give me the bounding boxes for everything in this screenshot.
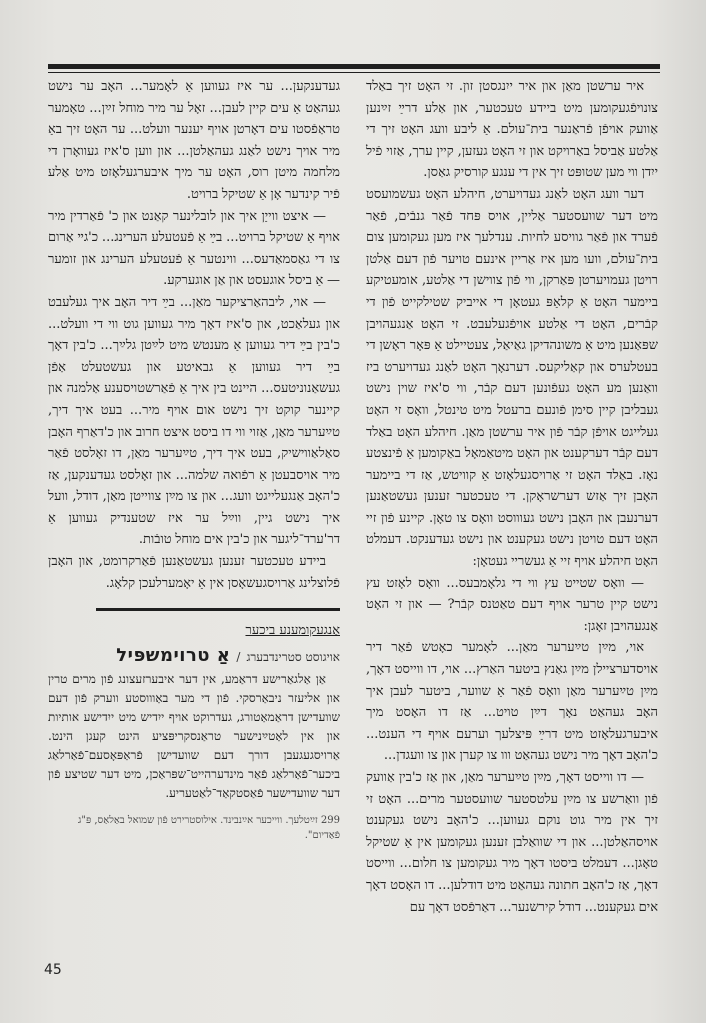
book-review: [48, 670, 340, 803]
right-column: [366, 76, 658, 918]
left-column: [48, 76, 340, 843]
book-byline: [48, 645, 340, 666]
header-rule-thick: [48, 64, 660, 69]
paragraph: דער וועג האָט לאַנג געדויערט, חיהלע האָט געשמועסט מיט דער שוועסטער אַליין, אויס פּחד פֿאַר גנבֿים, פֿאַר פֿערד און פֿאַר גוויסע לחיות. ענדלעך איז מען געקומען צום בית־עולם, וועו מען איז אַריין אינעם טויער פֿון דעם אַלטן רויטן געמויערטן פּאַרקן, ווי פֿון צווישן די אַלטע, אומעטיקע ביימער האָט אַ קלאַפּ געטאָן די אייביק שטילקייט פֿון די קבֿרים, האָט די אַלטע אויפֿגעלעבט. זי האָט אַנגעהויבן שפּאַנען מיט אַ משונהדיקן גאַיאַל, צעטיילט אַ פּאָר ראָשן די בעטלערס און קאַליקעס. דערנאָך האָט לאַנג געדויערט ביז וואַנען מע האָט געפֿונען דעם קבֿר, ווי ס'איז שוין נישט געבליבן קיין סימן פֿונעם ברעטל מיט טינטל, וואָס זי האָט געלייגט אויפֿן קבֿר פֿון איר ערשטן מאַן. חיהלע האָט באַלד דעם קבֿר דערקענט און האָט מיטאַמאָל באַקומען אַ פֿינצטע נאָז. באַלד האָט זי אַרויסגעלאָזט אַ קוויטש, אַז די ביימער האָבן זיך אַזש דערשראָקן. די טעכטער זענען געשטאַנען דערנעבן און האָבן נישט געוווסט וואָס צו טאָן. קיינע פֿון זיי האָט דעם טויטן נישט געקענט און נישט געדענקט. דעמלט האָט חיהלע אויף זיי אַ געשריי געטאָן:: [366, 186, 658, 570]
paragraph: — דו ווייסט דאָך, מײַן טײַערער מאַן, און אַז כ'בין אַוועק פֿון וואַרשע צו מײַן עלטסטער שוועסטער מרים... האָט זי זיך אין מיר גוט נוקם געווען... כ'האָב נישט געקענט אויסהאַלטן... און די שוואַלבן זענען געקומען אין אַ שטיקל טאָגן... דעמלט ביסטו דאָך מיר געקומען צו חלום... ווייסט דאָך, אַז כ'האָב חתונה געהאַט מיט דודלען... דו האָסט דאָך אים געקענט... דודל קירשנער... דאַרפֿסט דאָך עם: [366, 770, 658, 915]
paragraph: אוי, מײַן טײַערער מאַן... לאָמער כאָטש פֿאַר דיר אויסדערציילן מײַן גאַנץ ביטער האַרץ... אוי, דו ווייסט דאָך, מײַן טײַערער מאַן וואָס פֿאַר אַ שווער, ביטער לעבן איך האָב געהאַט נאָך דײַן טויט... אַז דו האָסט מיך איבערגעלאָזט מיט דרײַ פּיצלעך וערעם אויף די הענט... כ'האָב דאָך מיר נישט געהאַט ווו צו קערן און צו וועגדן...: [366, 640, 658, 764]
section-title: אַנגעקומענע ביכער: [245, 623, 340, 639]
paragraph: איר ערשטן מאַן און איר ייִנגסטן זון. זי האָט זיך באַלד צונויפֿגעקומען מיט ביידע טעכטער, און אַלע דרײַ זײַנען אַוועק אויפֿן פֿראַנער בית־עולם. אַ ליבע וועג האָט זיך די אַלטע אַביסל באַרויקט און זי האָט געזען, קיין ערך, אַזוי פֿיל ייִדן ווי מען שטופּט זיך אין די ענגע קורסיק גאַסן.: [366, 79, 658, 181]
paragraph: ביידע טעכטער זענען געשטאַנען פֿאַרקרומט, און האָבן פֿלוצלינג אַרויסגעשאָסן אין אַ יאָמערלעכן קלאָג.: [48, 554, 340, 591]
book-author: אויגוסט סטרינדבערג: [246, 650, 340, 665]
paragraph: — וואָס שטייט עץ ווי די גלאָמבעס... וואָס לאָזט עץ נישט קיין טרער אויף דעם טאַטנס קבֿר? — און זי האָט אַנגעהויבן זאָגן:: [366, 575, 658, 634]
review-text: אַן אַלגאַרישע דראַמע, אין דער איבערזעצונג פֿון מרים טרין און אליעזר ניבאַרסקי. פֿון די מער באַוווסטע ווערק פֿון דעם שוועדישן דראַמאַטורג, געדרוקט אויף ייִדיש מיט ייִדישע אותיות און אין לאַטײַנישער טראַנסקריפּציע הינט קעגן הינט. אַרויסגעגעבן דורך דעם שוועדישן פֿראַפּאָסעם־פֿאַרלאַג ביכער־פֿאַרלאַג פֿאַר מינדערהייט־שפּראַכן, מיט דער שטיצע פֿון דער שוועדישער פֿאַסטקאַד־לאַטעריע.: [48, 672, 340, 801]
book-details: 299 זײַטלעך. ווייכער אײַנבינד. אילוסטרירט פֿון שמואל באַלאַס, פּ"ג פֿאַדיום".: [78, 815, 340, 842]
section-rule: [96, 608, 340, 611]
paragraph: געדענקען... ער איז געווען אַ לאָמער... האָב ער נישט געהאַט אַ עים קיין לעבן... זאָל ער מיר מוחל זײַן... טאָמער טראַפֿסטו עים דאָרטן אויף יענער וועלט... ער האָט זיך באַ מיר אויך נישט לאַנג געהאַלטן... און ווען ס'איז געוואָרן די מלחמה מיטן רוס, האָט ער מיך איבערגעלאָזט מיט אַלע פֿיר קינדער אָן אַ שטיקל ברויט.: [48, 79, 340, 202]
book-title: אַ טרוימשפּיל: [116, 645, 231, 667]
page-number: 45: [44, 962, 62, 978]
header-rule-thin: [48, 72, 660, 73]
paragraph: — איצט ווייַן איך און לובלינער קאַנט און כ' פֿאַרדין מיר אויף אַ שטיקל ברויט... בײַ אַ פֿעטעלע הערינג... כ'גײ אַרום צו די גאַסמאַדעס... ווינטער אַ פֿעטעלע הערינג און זומער — אַ ביסל אוגעסט און אַן אוגערקע.: [48, 208, 340, 289]
paragraph: — אוי, ליבהאַרציקער מאַן... בײַ דיר האָב איך געלעבט און געלאַכט, און ס'איז דאָך מיר געווען גוט ווי די וועלט... כ'בין בײַ דיר געווען אַ מענטש מיט לײַטן גלײַך... כ'בין דאָך בײַ דיר געווען אַ גבאיטע און געשטעלט אַפֿן געשאַנוניטעס... היינט בין איך אַ פֿאַרשטויסענע אַלמנה און קיינער קוקט זיך נישט אום אויף מיר... בעט איך דיך, טײַערער מאַן, אַזוי ווי דו ביסט איצט חרוב און כ'דאַרף האָבן סאַלאַווישיק, בעט איך דיך, טײַערער מאַן, דו זאָלסט פֿאַר מיר אויסבעטן אַ רפֿואה שלמה... און זאָלסט געדענקען, אַז כ'האָב אַנגעלייגט וועג... און צו מײַן צווייטן מאַן, דודל, וועל איך נישט גיין, ווײַל ער איז שטענדיק געווען אַ דר'ערד־ליגער און כ'בין אים מוחל טובֿות.: [48, 294, 340, 548]
byline-separator: /: [236, 650, 241, 665]
